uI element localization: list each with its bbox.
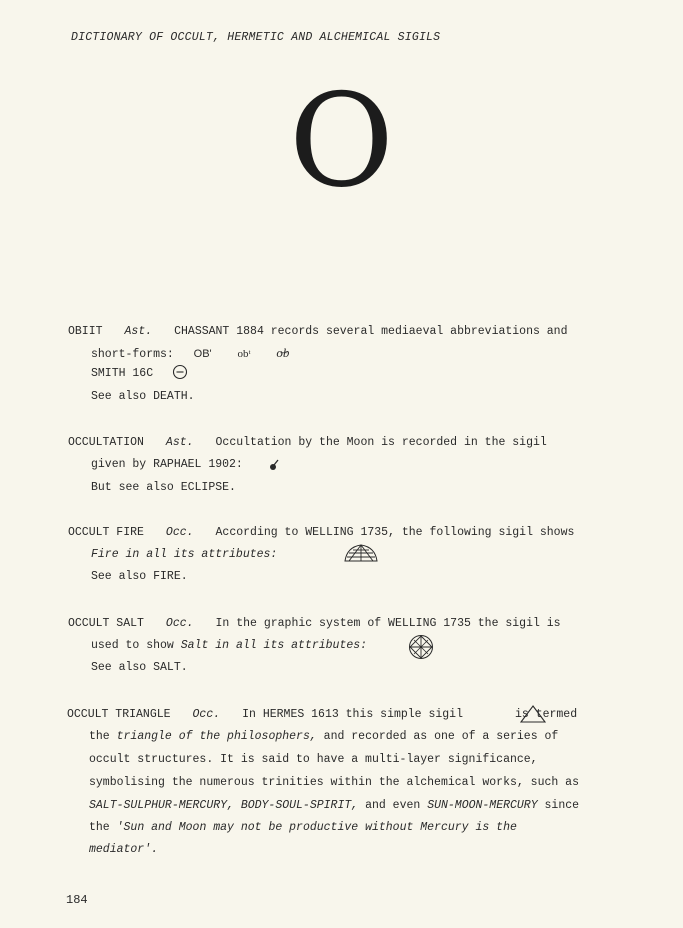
entry-occult-triangle-headline (67, 707, 577, 723)
entry-text: occult structures. It is said to have a multi-layer significance, (89, 753, 538, 766)
entry-obiit-headline (68, 324, 568, 340)
entry-text: and recorded as one of a series of (323, 730, 559, 743)
entry-occult-triangle-line2 (89, 729, 558, 745)
entry-text: triangle of the philosophers, (116, 730, 317, 743)
entry-text: SMITH 16C (91, 367, 154, 380)
entry-text: given by RAPHAEL 1902: (91, 458, 243, 471)
entry-occult-triangle-line4 (89, 775, 579, 791)
entry-category: Ast. (124, 325, 153, 338)
entry-occultation-headline (68, 435, 547, 451)
abbrev-glyph-1: OB' (193, 348, 212, 360)
entry-term: OCCULTATION (68, 436, 144, 449)
entry-text: SUN-MOON-MERCURY (427, 799, 538, 812)
entry-text: In HERMES 1613 this simple sigil (242, 708, 463, 721)
occult-fire-sigil-icon (343, 543, 379, 563)
entry-obiit-line4 (91, 389, 195, 405)
entry-text: mediator'. (89, 843, 159, 856)
entry-occult-fire-line3 (91, 569, 188, 585)
entry-obiit-line2 (91, 345, 289, 363)
occultation-sigil-icon (268, 458, 280, 472)
entry-text: See also DEATH. (91, 390, 195, 403)
section-letter: O (289, 67, 394, 216)
entry-text: Occultation by the Moon is recorded in the sigil (215, 436, 547, 449)
entry-category: Occ. (192, 708, 221, 721)
smith-death-sigil-icon (172, 364, 188, 380)
abbrev-glyph-3: o̶b (276, 345, 290, 360)
entry-occult-triangle-line3 (89, 752, 538, 768)
entry-text: See also FIRE. (91, 570, 188, 583)
entry-text: According to WELLING 1735, the following sigil shows (215, 526, 575, 539)
running-head: DICTIONARY OF OCCULT, HERMETIC AND ALCHEMICAL SIGILS (71, 31, 441, 44)
entry-occult-fire-headline (68, 525, 574, 541)
entry-occult-triangle-line7 (89, 842, 158, 858)
entry-text: See also SALT. (91, 661, 188, 674)
entry-text: Salt in all its attributes: (180, 639, 368, 652)
entry-obiit-line3 (91, 366, 153, 382)
entry-occult-triangle-line6 (89, 820, 517, 836)
entry-occult-fire-line2 (91, 547, 277, 563)
entry-text: is termed (514, 708, 578, 721)
entry-term: OCCULT TRIANGLE (67, 708, 171, 721)
entry-occult-salt-line3 (91, 660, 188, 676)
entry-text: used to show (91, 639, 174, 652)
entry-text: and even (365, 799, 421, 812)
entry-term: OCCULT FIRE (68, 526, 144, 539)
entry-text: since (544, 799, 580, 812)
entry-category: Ast. (165, 436, 194, 449)
entry-text: the (89, 730, 110, 743)
entry-text: symbolising the numerous trinities within the alchemical works, such as (89, 776, 579, 789)
entry-occultation-line2 (91, 457, 243, 473)
entry-term: OCCULT SALT (68, 617, 144, 630)
entry-text: the (89, 821, 110, 834)
occult-salt-sigil-icon (408, 634, 434, 660)
entry-term: OBIIT (68, 325, 103, 338)
entry-text: 'Sun and Moon may not be productive without Mercury is the (116, 821, 517, 834)
page-number: 184 (66, 893, 88, 907)
entry-occult-triangle-line5 (89, 798, 579, 814)
entry-text: Fire in all its attributes: (91, 548, 278, 561)
abbrev-glyph-2: obᵗ (237, 348, 251, 360)
entry-occult-salt-headline (68, 616, 561, 632)
entry-text: short-forms: (91, 348, 174, 361)
entry-category: Occ. (165, 617, 194, 630)
entry-text: SALT-SULPHUR-MERCURY, BODY-SOUL-SPIRIT, (89, 799, 359, 812)
entry-occultation-line3 (91, 480, 236, 496)
entry-text: But see also ECLIPSE. (91, 481, 236, 494)
entry-occult-salt-line2 (91, 638, 367, 654)
entry-text: In the graphic system of WELLING 1735 the sigil is (215, 617, 561, 630)
triangle-sigil-icon (520, 705, 546, 723)
entry-category: Occ. (165, 526, 194, 539)
entry-text: CHASSANT 1884 records several mediaeval abbreviations and (174, 325, 568, 338)
